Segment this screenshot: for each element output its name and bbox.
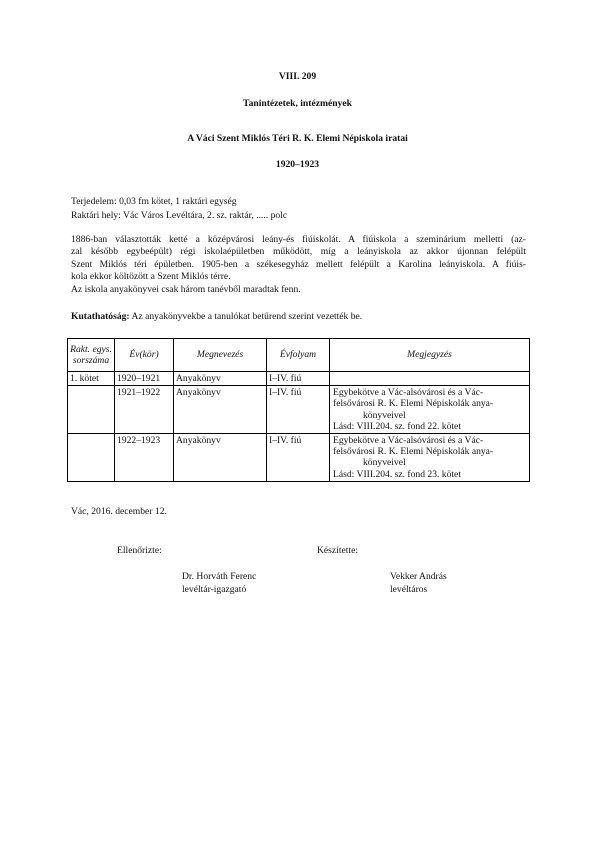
- note-line: könyveivel: [363, 409, 406, 421]
- history-line: Szent Miklós téri épületben. 1905-ben a székesegyház mellett felépült a Karolina leányiskola. A fiúis-: [71, 258, 526, 270]
- table-row: [68, 372, 530, 386]
- research-label: Kutathatóság:: [71, 311, 130, 322]
- checker-name: Dr. Horváth Ferenc: [182, 571, 257, 582]
- cell-unit: 1. kötet: [68, 372, 115, 386]
- cell-year: 1921–1922: [115, 386, 174, 434]
- cell-year: 1922–1923: [115, 434, 174, 482]
- cell-grade: I–IV. fiú: [267, 434, 330, 482]
- note-line: felsővárosi R. K. Elemi Népiskolák anya-: [333, 398, 494, 410]
- checker-title: levéltár-igazgató: [182, 584, 247, 595]
- header-unit: Rakt. egys. sorszáma: [68, 339, 115, 372]
- note-line: Egybekötve a Vác-alsóvárosi és a Vác-: [333, 435, 484, 447]
- note-line: felsővárosi R. K. Elemi Népiskolák anya-: [333, 446, 494, 458]
- history-line: Az iskola anyakönyvei csak három tanévből maradtak fenn.: [71, 283, 301, 295]
- table-header-row: [68, 339, 530, 372]
- document-title: A Váci Szent Miklós Téri R. K. Elemi Népiskola iratai: [187, 133, 408, 144]
- header-grade: Évfolyam: [267, 339, 330, 372]
- preparer-title: levéltáros: [390, 584, 428, 595]
- cell-unit: [68, 434, 115, 482]
- records-table: [67, 338, 530, 482]
- prepared-by-label: Készítette:: [317, 545, 359, 556]
- history-line: kola ekkor költözött a Szent Miklós térre.: [71, 271, 231, 283]
- checked-by-label: Ellenőrizte:: [117, 545, 162, 556]
- cell-grade: I–IV. fiú: [267, 372, 330, 386]
- cell-year: 1920–1921: [115, 372, 174, 386]
- note-line: Lásd: VIII.204. sz. fond 23. kötet: [333, 468, 461, 480]
- header-year: Év(kör): [115, 339, 174, 372]
- research-line: [71, 311, 362, 322]
- header-note: Megjegyzés: [330, 339, 530, 372]
- fond-code: VIII. 209: [278, 71, 317, 82]
- header-name: Megnevezés: [174, 339, 267, 372]
- cell-name: Anyakönyv: [174, 372, 267, 386]
- cell-name: Anyakönyv: [174, 386, 267, 434]
- note-line: Lásd: VIII.204. sz. fond 22. kötet: [333, 420, 461, 432]
- history-line: 1886-ban választották ketté a középvárosi leány-és fiúiskolát. A fiúiskola a szeminárium melletti (az-: [71, 234, 526, 245]
- year-range: 1920–1923: [275, 159, 320, 170]
- history-line: zal később egybeépült) régi iskolaépületben működött, míg a leányiskola az akkor újonnan felépült: [71, 246, 526, 258]
- research-text: Az anyakönyvekbe a tanulókat betűrend szerint vezették be.: [129, 311, 363, 322]
- location-line: Raktári hely: Vác Város Levéltára, 2. sz. raktár, ..... polc: [71, 210, 288, 221]
- cell-name: Anyakönyv: [174, 434, 267, 482]
- category-heading: Tanintézetek, intézmények: [243, 98, 352, 109]
- cell-note: [330, 386, 530, 434]
- note-line: Egybekötve a Vác-alsóvárosi és a Vác-: [333, 387, 484, 399]
- cell-note: [330, 372, 530, 386]
- document-date: Vác, 2016. december 12.: [71, 506, 167, 517]
- preparer-name: Vekker András: [390, 571, 447, 582]
- cell-note: [330, 434, 530, 482]
- cell-unit: [68, 386, 115, 434]
- note-line: könyveivel: [363, 457, 406, 469]
- extent-line: Terjedelem: 0,03 fm kötet, 1 raktári egység: [71, 196, 237, 207]
- cell-grade: I–IV. fiú: [267, 386, 330, 434]
- table-row: [68, 386, 530, 434]
- table-row: [68, 434, 530, 482]
- history-paragraph: [71, 234, 526, 296]
